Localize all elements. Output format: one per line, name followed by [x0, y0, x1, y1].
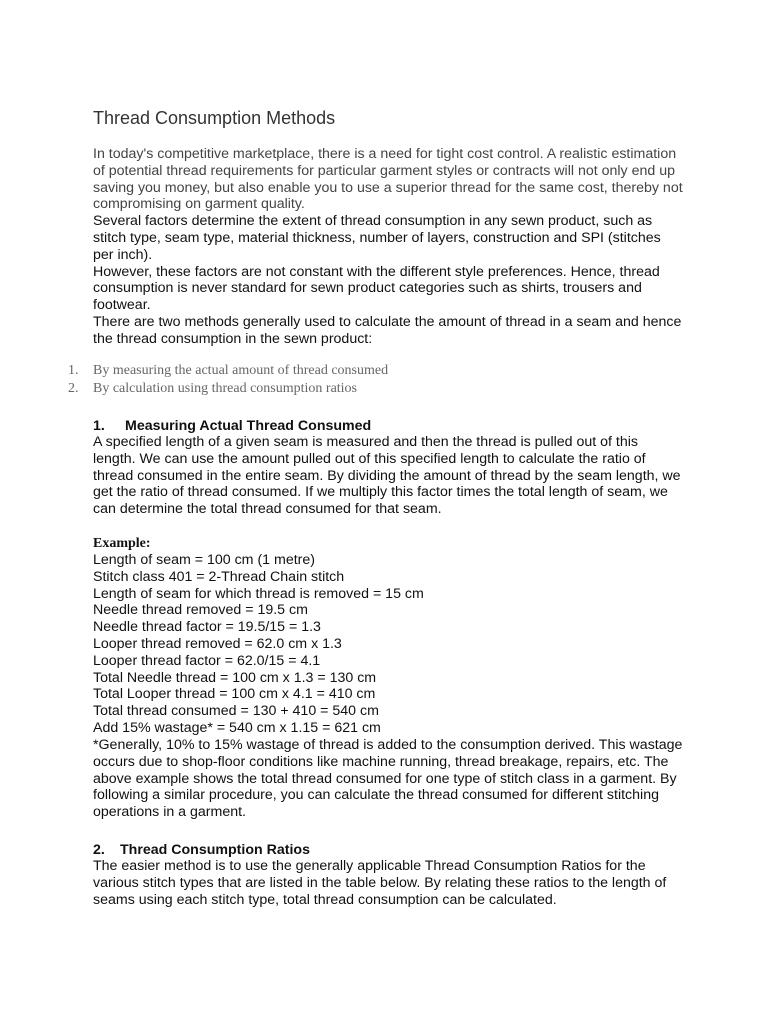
- section-title: Measuring Actual Thread Consumed: [125, 418, 372, 434]
- list-item: [68, 380, 388, 398]
- example-calculation: [93, 552, 424, 737]
- list-text: By measuring the actual amount of thread consumed: [93, 363, 389, 378]
- ratios-paragraph: The easier method is to use the generally applicable Thread Consumption Ratios for the various stitch types that are listed in the table below. By relating these ratios to the length of seams using each stitch type, total thread consumption can be calculated.: [93, 858, 667, 908]
- section-heading-ratios: [93, 842, 310, 858]
- example-line: Length of seam for which thread is removed = 15 cm: [93, 585, 424, 602]
- example-line: Total thread consumed = 130 + 410 = 540 cm: [93, 703, 379, 720]
- methods-list: [68, 362, 388, 397]
- page-title: Thread Consumption Methods: [93, 108, 336, 128]
- section-title: Thread Consumption Ratios: [120, 842, 310, 858]
- intro-section: [93, 146, 683, 348]
- methods-intro-paragraph: There are two methods generally used to calculate the amount of thread in a seam and hence the thread consumption in the sewn product:: [93, 313, 682, 347]
- section-number: 2.: [93, 842, 105, 858]
- list-item: [68, 362, 388, 380]
- example-line: Total Looper thread = 100 cm x 4.1 = 410 cm: [93, 686, 376, 703]
- example-line: Looper thread removed = 62.0 cm x 1.3: [93, 635, 342, 652]
- measuring-paragraph: A specified length of a given seam is measured and then the thread is pulled out of this length. We can use the amount pulled out of this specified length to calculate the ratio of thread consumed in the entire seam. By dividing the amount of thread by the seam length, we get the ratio of thread consumed. If we multiply this factor times the total length of seam, we can determine the total thread consumed for that seam.: [93, 434, 681, 518]
- example-line: Needle thread factor = 19.5/15 = 1.3: [93, 619, 321, 636]
- list-number: 2.: [68, 380, 79, 396]
- variation-paragraph: However, these factors are not constant with the different style preferences. Hence, thread consumption is never standard for sewn product categories such as shirts, trousers and footwear.: [93, 263, 660, 314]
- example-line: Stitch class 401 = 2-Thread Chain stitch: [93, 568, 345, 585]
- example-line: Total Needle thread = 100 cm x 1.3 = 130 cm: [93, 669, 377, 686]
- list-text: By calculation using thread consumption ratios: [93, 380, 358, 396]
- wastage-note: *Generally, 10% to 15% wastage of thread is added to the consumption derived. This wastage occurs due to shop-floor conditions like machine running, thread breakage, repairs, etc. The above example shows the total thread consumed for one type of stitch class in a garment. By following a similar procedure, you can calculate the thread consumed for different stitching operations in a garment.: [93, 737, 683, 821]
- factors-paragraph: Several factors determine the extent of thread consumption in any sewn product, such as stitch type, seam type, material thickness, number of layers, construction and SPI (stitches per inch).: [93, 213, 661, 263]
- example-line: Needle thread removed = 19.5 cm: [93, 602, 308, 619]
- intro-paragraph: In today's competitive marketplace, there is a need for tight cost control. A realistic estimation of potential thread requirements for particular garment styles or contracts will not only end up saving you money, but also enable you to use a superior thread for the same cost, thereby not compromising on garment quality.: [93, 146, 683, 213]
- example-line: Looper thread factor = 62.0/15 = 4.1: [93, 652, 321, 669]
- example-line: Add 15% wastage* = 540 cm x 1.15 = 621 cm: [93, 719, 381, 736]
- section-number: 1.: [93, 418, 105, 434]
- example-label: Example:: [93, 536, 151, 551]
- section-heading-measuring: [93, 418, 371, 434]
- list-number: 1.: [68, 363, 79, 378]
- example-line: Length of seam = 100 cm (1 metre): [93, 552, 315, 568]
